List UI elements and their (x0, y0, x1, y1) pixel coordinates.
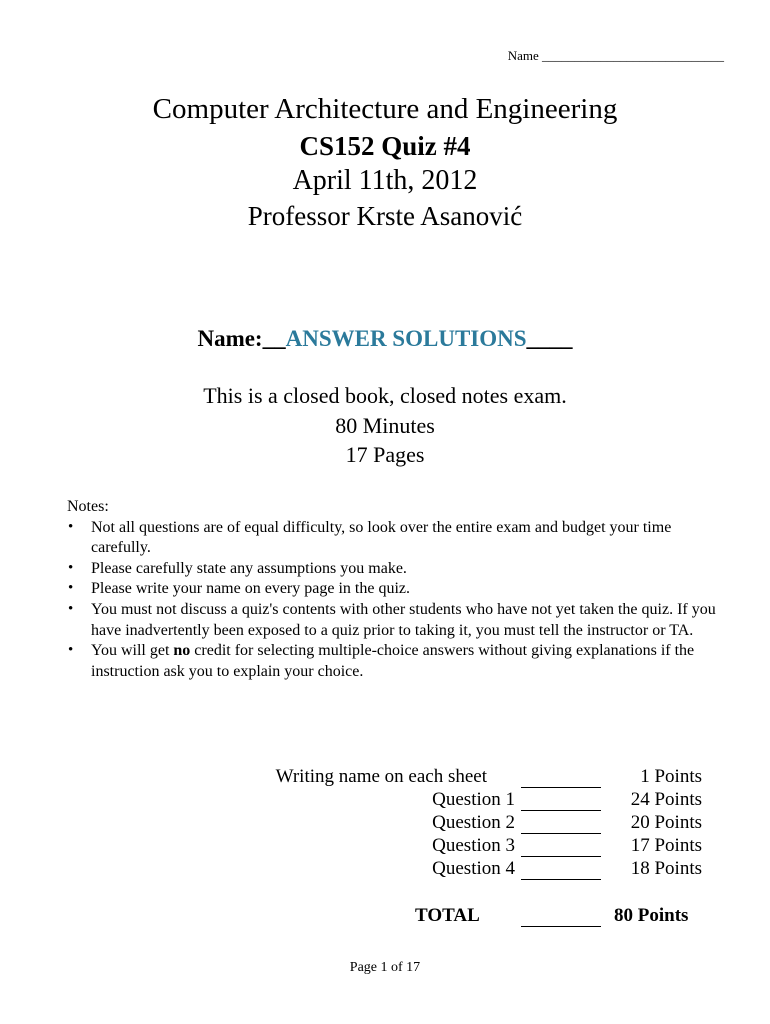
score-label: Writing name on each sheet (275, 766, 487, 787)
quiz-date: April 11th, 2012 (292, 165, 478, 196)
note-item: • Please write your name on every page in the quiz. (67, 579, 717, 600)
page-number: Page 1 of 17 (349, 960, 421, 975)
score-label: Question 2 (432, 812, 515, 833)
note-bold-word: no (173, 642, 191, 660)
student-name-line (0, 326, 770, 352)
note-item: • You will get no credit for selecting multiple-choice answers without giving explanations if the instruction ask you to explain your choice. (67, 641, 717, 682)
notes-list (67, 518, 717, 683)
note-item: • You must not discuss a quiz's contents with other students who have not yet taken the quiz. If you have inadvertently been exposed to a quiz prior to taking it, you must tell the instructor or TA. (67, 600, 717, 641)
score-points: 1 Points (640, 766, 702, 787)
score-points: 24 Points (630, 789, 702, 810)
note-item: • Please carefully state any assumptions you make. (67, 559, 717, 580)
score-points: 20 Points (630, 812, 702, 833)
course-title: Computer Architecture and Engineering (152, 93, 618, 125)
score-blank (521, 793, 601, 811)
total-label: TOTAL (415, 905, 480, 926)
exam-info-line: This is a closed book, closed notes exam. (203, 383, 567, 408)
score-points: 18 Points (630, 858, 702, 879)
header-name-field: Name ____________________________ (507, 48, 724, 63)
exam-info (0, 381, 770, 470)
score-points: 17 Points (630, 835, 702, 856)
notes-heading: Notes: (67, 498, 109, 515)
professor-name: Professor Krste Asanović (247, 201, 523, 231)
total-blank (521, 909, 601, 927)
exam-pages: 17 Pages (345, 442, 425, 467)
score-label: Question 3 (432, 835, 515, 856)
score-blank (521, 862, 601, 880)
total-points: 80 Points (614, 905, 689, 926)
notes-section (67, 497, 717, 682)
score-label: Question 4 (432, 858, 515, 879)
quiz-title: CS152 Quiz #4 (299, 131, 471, 161)
score-blank (521, 839, 601, 857)
score-blank (521, 770, 601, 788)
score-blank (521, 816, 601, 834)
name-suffix: ____ (526, 326, 573, 351)
note-item: • Not all questions are of equal difficulty, so look over the entire exam and budget your time carefully. (67, 518, 717, 559)
exam-duration: 80 Minutes (335, 412, 435, 438)
student-name-value: ANSWER SOLUTIONS (285, 326, 527, 351)
name-prefix: Name:__ (197, 326, 286, 351)
score-label: Question 1 (432, 789, 515, 810)
